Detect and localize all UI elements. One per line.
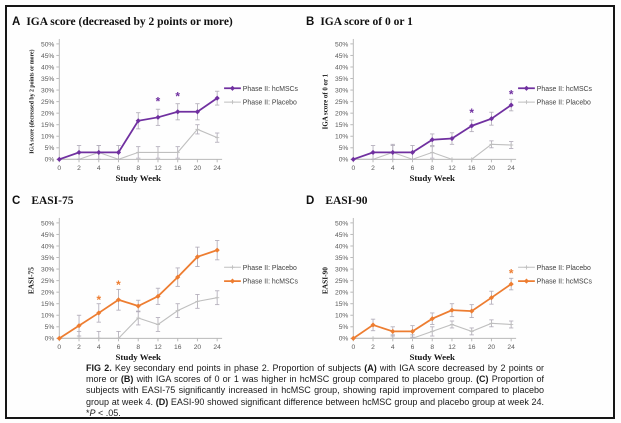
y-axis-title: EASI-90 — [320, 267, 330, 295]
svg-text:4: 4 — [390, 344, 395, 352]
panel-c-letter: C — [12, 195, 21, 207]
svg-text:25%: 25% — [334, 277, 349, 285]
svg-text:5%: 5% — [44, 145, 55, 153]
svg-text:0%: 0% — [44, 156, 55, 164]
svg-text:0: 0 — [57, 165, 62, 173]
svg-text:20%: 20% — [40, 110, 55, 118]
svg-text:20%: 20% — [334, 289, 349, 297]
svg-text:0%: 0% — [338, 335, 349, 343]
tick-labels — [41, 220, 221, 351]
axes — [56, 39, 222, 162]
chart-easi-75 — [8, 210, 304, 368]
panel-c-header — [8, 186, 304, 209]
svg-text:10%: 10% — [334, 312, 349, 320]
svg-text:8: 8 — [136, 165, 141, 173]
svg-text:30%: 30% — [334, 266, 349, 274]
svg-text:2: 2 — [77, 165, 81, 173]
svg-text:40%: 40% — [334, 64, 349, 72]
y-axis-title: IGA score of 0 or 1 — [322, 73, 330, 130]
svg-text:35%: 35% — [334, 75, 349, 83]
y-axis-title: EASI-75 — [26, 267, 36, 295]
x-axis-title: Study Week — [115, 173, 161, 184]
svg-text:5%: 5% — [338, 324, 349, 332]
legend-label-phase-ii-hcmscs: Phase II: hcMSCs — [536, 85, 592, 93]
svg-text:12: 12 — [154, 344, 162, 352]
svg-text:10%: 10% — [334, 133, 349, 141]
tick-labels — [41, 41, 221, 172]
svg-text:45%: 45% — [40, 231, 55, 239]
panel-d-letter: D — [306, 195, 315, 207]
svg-text:16: 16 — [467, 344, 476, 352]
panel-a-header — [8, 7, 304, 30]
error-bars — [77, 91, 219, 159]
panel-a-letter: A — [12, 16, 21, 28]
svg-text:20: 20 — [193, 165, 202, 173]
panel-a — [8, 7, 304, 185]
svg-text:10%: 10% — [40, 133, 55, 141]
svg-text:6: 6 — [410, 165, 415, 173]
panel-c — [8, 186, 304, 364]
panel-a-title: IGA score (decreased by 2 points or more) — [26, 16, 233, 28]
legend-label-phase-ii-placebo: Phase II: Placebo — [536, 264, 591, 272]
svg-text:16: 16 — [173, 344, 182, 352]
svg-text:6: 6 — [116, 165, 121, 173]
significance-asterisk: * — [96, 293, 102, 308]
svg-text:20%: 20% — [40, 289, 55, 297]
svg-text:20: 20 — [487, 165, 496, 173]
svg-text:24: 24 — [213, 344, 221, 352]
tick-labels — [335, 41, 515, 172]
chart-easi-90 — [302, 210, 598, 368]
svg-text:2: 2 — [371, 344, 375, 352]
svg-text:50%: 50% — [334, 41, 349, 49]
svg-text:2: 2 — [77, 344, 81, 352]
x-axis-title: Study Week — [409, 173, 455, 184]
svg-text:50%: 50% — [40, 41, 55, 49]
legend-label-phase-ii-placebo: Phase II: Placebo — [536, 99, 591, 107]
significance-asterisk: * — [508, 87, 514, 102]
svg-text:16: 16 — [467, 165, 476, 173]
legend-label-phase-ii-hcmscs: Phase II: hcMSCs — [242, 85, 298, 93]
panel-b-title: IGA score of 0 or 1 — [320, 16, 413, 28]
svg-text:45%: 45% — [334, 52, 349, 60]
svg-text:25%: 25% — [334, 98, 349, 106]
significance-asterisk: * — [175, 89, 181, 104]
legend-label-phase-ii-hcmscs: Phase II: hcMSCs — [536, 278, 592, 286]
significance-asterisk: * — [508, 266, 514, 281]
svg-text:4: 4 — [390, 165, 395, 173]
svg-text:12: 12 — [154, 165, 162, 173]
series-phase-ii-placebo — [57, 291, 219, 341]
svg-text:4: 4 — [96, 165, 101, 173]
svg-text:20%: 20% — [334, 110, 349, 118]
svg-text:0: 0 — [351, 165, 356, 173]
svg-text:24: 24 — [507, 344, 515, 352]
panel-c-title: EASI-75 — [31, 195, 74, 207]
svg-text:50%: 50% — [40, 220, 55, 228]
significance-asterisk: * — [116, 278, 121, 293]
legend — [518, 86, 592, 107]
svg-text:8: 8 — [430, 165, 435, 173]
svg-text:5%: 5% — [338, 145, 349, 153]
svg-text:10%: 10% — [40, 312, 55, 320]
panel-b — [302, 7, 610, 185]
series-phase-ii-placebo — [57, 125, 219, 162]
svg-text:15%: 15% — [334, 301, 349, 309]
svg-text:0: 0 — [351, 344, 356, 352]
svg-text:8: 8 — [136, 344, 141, 352]
panel-b-header — [302, 7, 610, 30]
svg-text:15%: 15% — [40, 122, 55, 130]
svg-text:24: 24 — [213, 165, 221, 173]
legend-label-phase-ii-placebo: Phase II: Placebo — [242, 99, 297, 107]
legend-label-phase-ii-hcmscs: Phase II: hcMSCs — [242, 278, 298, 286]
svg-text:35%: 35% — [334, 254, 349, 262]
svg-text:45%: 45% — [40, 52, 55, 60]
svg-text:40%: 40% — [40, 243, 55, 251]
significance-asterisk: * — [469, 106, 475, 121]
legend-label-phase-ii-placebo: Phase II: Placebo — [242, 264, 297, 272]
svg-text:30%: 30% — [40, 266, 55, 274]
error-bars — [371, 99, 513, 159]
svg-text:0%: 0% — [338, 156, 349, 164]
svg-text:15%: 15% — [334, 122, 349, 130]
svg-text:20: 20 — [487, 344, 496, 352]
svg-text:6: 6 — [116, 344, 121, 352]
svg-text:40%: 40% — [40, 64, 55, 72]
figure-caption: FIG 2. Key secondary end points in phase 2. Proportion of subjects (A) with IGA score decreased by 2 points or more or (B) with IGA scores of 0 or 1 was higher in hcMSC group compared to placebo group. (C) Proportion of subjects with EASI-75 significantly increased in hcMSC group, showing rapid improvement compared to placebo group at week 4. (D) EASI-90 showed significant difference between hcMSC group and placebo group at week 24. *P < .05. — [86, 363, 545, 418]
svg-text:5%: 5% — [44, 324, 55, 332]
svg-text:50%: 50% — [334, 220, 349, 228]
svg-text:6: 6 — [410, 344, 415, 352]
svg-text:35%: 35% — [40, 254, 55, 262]
svg-text:45%: 45% — [334, 231, 349, 239]
x-axis-title: Study Week — [115, 352, 161, 363]
panel-d-header — [302, 186, 610, 209]
svg-text:24: 24 — [507, 165, 515, 173]
svg-text:30%: 30% — [334, 87, 349, 95]
chart-iga-0-or-1 — [302, 31, 598, 189]
svg-text:12: 12 — [448, 165, 456, 173]
svg-text:8: 8 — [430, 344, 435, 352]
legend — [518, 265, 592, 286]
series-phase-ii-hcmscs — [57, 240, 220, 340]
svg-text:0%: 0% — [44, 335, 55, 343]
svg-text:16: 16 — [173, 165, 182, 173]
svg-text:20: 20 — [193, 344, 202, 352]
svg-text:25%: 25% — [40, 98, 55, 106]
significance-asterisk: * — [155, 94, 161, 109]
panel-b-letter: B — [306, 16, 315, 28]
svg-text:2: 2 — [371, 165, 375, 173]
chart-iga-decreased — [8, 31, 304, 189]
svg-text:0: 0 — [57, 344, 62, 352]
svg-text:4: 4 — [96, 344, 101, 352]
svg-text:30%: 30% — [40, 87, 55, 95]
svg-text:40%: 40% — [334, 243, 349, 251]
svg-text:15%: 15% — [40, 301, 55, 309]
axes — [56, 218, 222, 341]
panel-d-title: EASI-90 — [325, 195, 368, 207]
x-axis-title: Study Week — [409, 352, 455, 363]
y-axis-title: IGA score (decreased by 2 points or more) — [29, 49, 36, 154]
svg-text:25%: 25% — [40, 277, 55, 285]
svg-text:35%: 35% — [40, 75, 55, 83]
legend — [224, 265, 298, 286]
legend — [224, 86, 298, 107]
svg-text:12: 12 — [448, 344, 456, 352]
panel-d — [302, 186, 610, 364]
